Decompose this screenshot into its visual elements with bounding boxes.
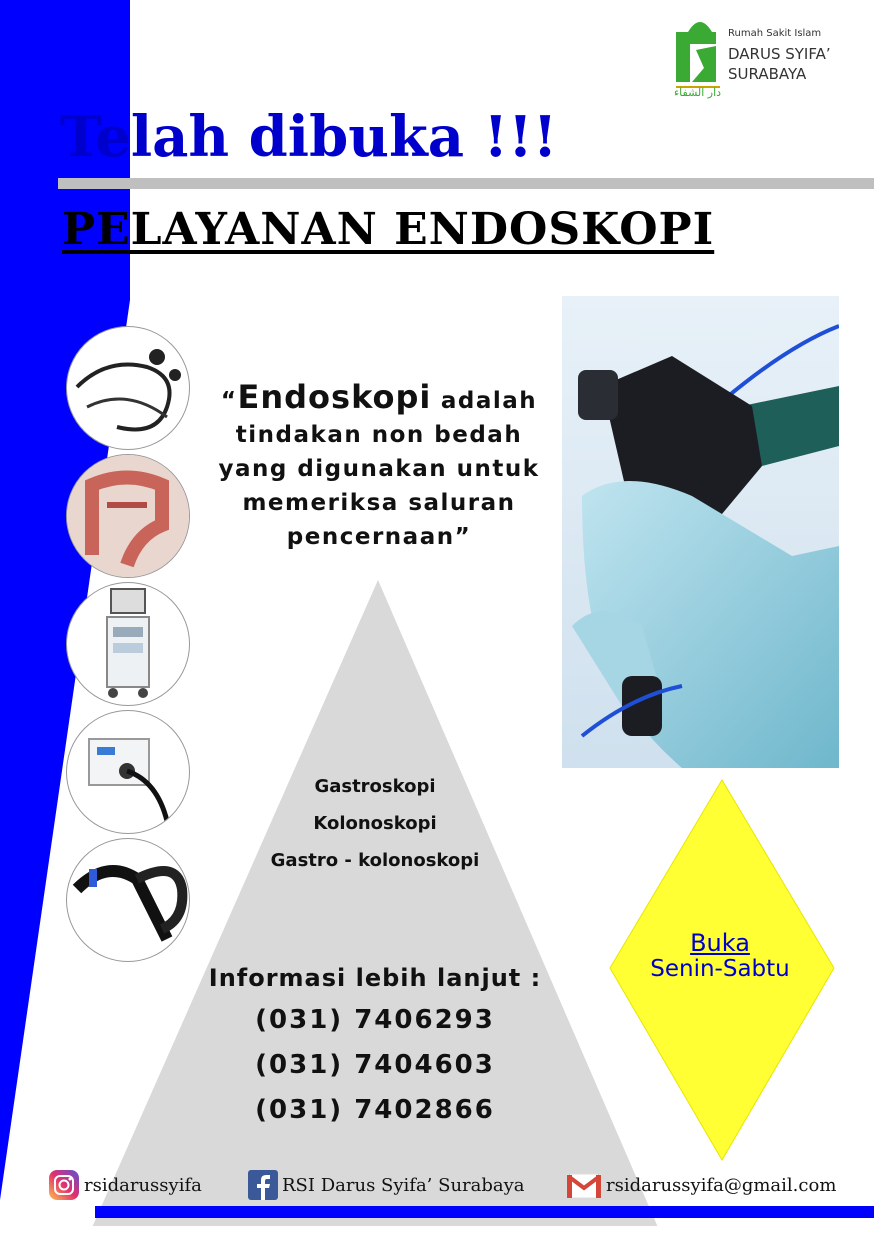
header-divider (58, 178, 874, 189)
logo-name (728, 44, 831, 84)
email-link[interactable] (566, 1168, 836, 1202)
procedure-item: Kolonoskopi (313, 813, 437, 834)
thumbnail-colon (66, 454, 190, 578)
instagram-handle: rsidarussyifa (84, 1174, 202, 1196)
quote-line-4: memeriksa saluran (242, 490, 516, 516)
logo-name-line2: SURABAYA (728, 65, 807, 83)
endoscopy-processor-icon (67, 711, 189, 833)
service-title: PELAYANAN ENDOSKOPI (62, 204, 715, 255)
thumbnail-processor (66, 710, 190, 834)
quote-close-mark: ” (454, 524, 472, 550)
quote-line-1 (214, 380, 544, 418)
quote-keyword: Endoskopi (237, 378, 432, 416)
gmail-icon (566, 1171, 602, 1199)
instagram-link[interactable] (48, 1168, 202, 1202)
quote-line-3: yang digunakan untuk (218, 456, 540, 482)
logo-name-line1: DARUS SYIFA’ (728, 45, 831, 63)
facebook-link[interactable] (248, 1168, 525, 1202)
headline: Telah dibuka !!! (60, 104, 558, 170)
email-address: rsidarussyifa@gmail.com (606, 1174, 837, 1196)
logo-subtitle: Rumah Sakit Islam (728, 28, 822, 39)
colon-anatomy-icon (67, 455, 189, 577)
quote-line-5 (214, 520, 544, 554)
hours-label[interactable]: Buka (690, 929, 750, 957)
phone-number[interactable]: (031) 7406293 (255, 1005, 495, 1035)
contact-heading: Informasi lebih lanjut : (208, 964, 542, 992)
thumbnail-endoscope-tip (66, 838, 190, 962)
phone-number[interactable]: (031) 7404603 (255, 1050, 495, 1080)
logo-arabic-text: دار الشفاء (674, 86, 722, 99)
footer-bar (95, 1206, 874, 1218)
hours-days: Senin-Sabtu (650, 956, 790, 982)
facebook-page-name: RSI Darus Syifa’ Surabaya (282, 1174, 525, 1196)
procedure-item: Gastro - kolonoskopi (270, 850, 480, 871)
thumbnail-endoscope-cable (66, 326, 190, 450)
phone-number[interactable]: (031) 7402866 (255, 1095, 495, 1125)
footer-gap (0, 1226, 874, 1240)
quote-open-mark: “ (220, 388, 238, 414)
quote-line-2: tindakan non bedah (235, 422, 523, 448)
quote-line5-text: pencernaan (286, 524, 455, 550)
quote-line1-rest: adalah (431, 388, 538, 414)
endoscope-photo (562, 296, 839, 768)
endoscope-cable-icon (67, 327, 189, 449)
endoscope-tip-icon (67, 839, 189, 961)
instagram-icon (48, 1169, 80, 1201)
endoscope-hand-icon (562, 296, 839, 768)
endoscopy-cart-icon (67, 583, 189, 705)
facebook-icon (248, 1170, 278, 1200)
procedure-list (230, 768, 520, 879)
contact-info (200, 958, 550, 1133)
procedure-item: Gastroskopi (314, 776, 436, 797)
thumbnail-endoscopy-cart (66, 582, 190, 706)
endoscopy-definition-quote (214, 380, 544, 554)
opening-hours (620, 930, 820, 982)
